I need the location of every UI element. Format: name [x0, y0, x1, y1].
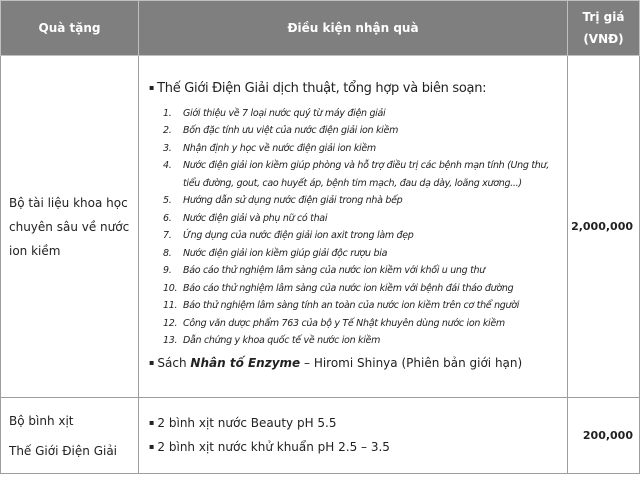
condition-documents — [139, 56, 568, 398]
condition-intro — [149, 80, 561, 99]
list-item — [163, 245, 561, 263]
spray-item-text: 2 bình xịt nước khử khuẩn pH 2.5 – 3.5 — [157, 439, 390, 454]
list-item — [163, 280, 561, 298]
item-number: 13. — [163, 335, 178, 346]
gift-name-line: chuyên sâu về nước — [9, 219, 130, 234]
gift-name-documents — [1, 56, 139, 398]
gift-name-line: Bộ tài liệu khoa học — [9, 195, 128, 210]
item-number: 7. — [163, 230, 172, 241]
item-text: Nước điện giải ion kiềm giúp giải độc rượu bia — [183, 247, 388, 259]
table-row-spray — [1, 398, 640, 474]
gift-name-line: Thế Giới Điện Giải — [9, 443, 118, 458]
square-bullet-icon: ▪ — [149, 82, 155, 92]
table-header-row — [1, 1, 640, 56]
item-number: 6. — [163, 212, 172, 224]
book-title: Nhân tố Enzyme — [190, 355, 301, 370]
book-prefix: Sách — [157, 355, 191, 370]
item-number: 9. — [163, 265, 172, 276]
list-item — [163, 192, 561, 210]
gift-name-spray — [1, 398, 139, 474]
book-suffix: – Hiromi Shinya (Phiên bản giới hạn) — [300, 355, 523, 370]
item-number: 3. — [163, 142, 172, 154]
header-condition: Điều kiện nhận quà — [139, 1, 568, 56]
item-text: Giới thiệu về 7 loại nước quý từ máy điện giải — [183, 107, 386, 119]
item-text: Báo thử nghiệm lâm sàng tính an toàn của nước ion kiềm trên cơ thể người — [183, 300, 520, 311]
header-price-line2: (VNĐ) — [583, 32, 624, 46]
square-bullet-icon: ▪ — [149, 441, 155, 451]
condition-intro-text: Thế Giới Điện Giải dịch thuật, tổng hợp và biên soạn: — [157, 80, 487, 96]
header-price — [568, 1, 640, 56]
list-item — [163, 332, 561, 350]
item-number: 5. — [163, 195, 172, 206]
condition-spray — [139, 398, 568, 474]
square-bullet-icon: ▪ — [149, 417, 155, 427]
item-text: Nhận định y học về nước điện giải ion kiềm — [183, 142, 376, 154]
list-item — [163, 140, 561, 158]
item-text: Nước điện giải ion kiềm giúp phòng và hỗ trợ điều trị các bệnh mạn tính (Ung thư, tiểu đường, gout, cao huyết áp, bệnh tim mạch, đau dạ dày, loãng xương...) — [183, 160, 549, 189]
item-text: Hướng dẫn sử dụng nước điện giải trong nhà bếp — [183, 195, 403, 206]
spray-item-text: 2 bình xịt nước Beauty pH 5.5 — [157, 415, 337, 430]
gift-name-line: Bộ bình xịt — [9, 413, 74, 428]
header-price-line1: Trị giá — [582, 10, 625, 24]
gift-name-line: ion kiềm — [9, 243, 61, 258]
item-number: 1. — [163, 107, 172, 119]
item-text: Báo cáo thử nghiệm lâm sàng của nước ion kiềm với bệnh đái tháo đường — [183, 282, 514, 294]
item-number: 11. — [163, 300, 178, 311]
list-item — [163, 157, 561, 192]
price-spray: 200,000 — [568, 398, 640, 474]
list-item — [163, 297, 561, 315]
list-item — [163, 315, 561, 333]
item-number: 2. — [163, 125, 172, 136]
list-item — [163, 210, 561, 228]
item-text: Dẫn chứng y khoa quốc tế về nước ion kiềm — [183, 335, 381, 346]
list-item — [163, 105, 561, 123]
book-line — [149, 354, 561, 374]
item-number: 10. — [163, 282, 178, 294]
list-item — [163, 227, 561, 245]
spray-item — [149, 436, 561, 460]
item-text: Báo cáo thử nghiệm lâm sàng của nước ion kiềm với khối u ung thư — [183, 265, 485, 276]
header-gift: Quà tặng — [1, 1, 139, 56]
item-number: 8. — [163, 247, 172, 259]
item-number: 12. — [163, 317, 178, 329]
price-documents: 2,000,000 — [568, 56, 640, 398]
spray-item — [149, 412, 561, 436]
item-text: Nước điện giải và phụ nữ có thai — [183, 212, 328, 224]
item-text: Ứng dụng của nước điện giải ion axit trong làm đẹp — [183, 230, 414, 241]
item-number: 4. — [163, 160, 172, 171]
table-row-documents — [1, 56, 640, 398]
list-item — [163, 122, 561, 140]
list-item — [163, 262, 561, 280]
square-bullet-icon: ▪ — [149, 357, 155, 367]
item-text: Công văn dược phẩm 763 của bộ y Tế Nhật khuyên dùng nước ion kiềm — [183, 317, 505, 329]
item-text: Bốn đặc tính ưu việt của nước điện giải ion kiềm — [183, 125, 399, 136]
document-list — [149, 105, 561, 350]
